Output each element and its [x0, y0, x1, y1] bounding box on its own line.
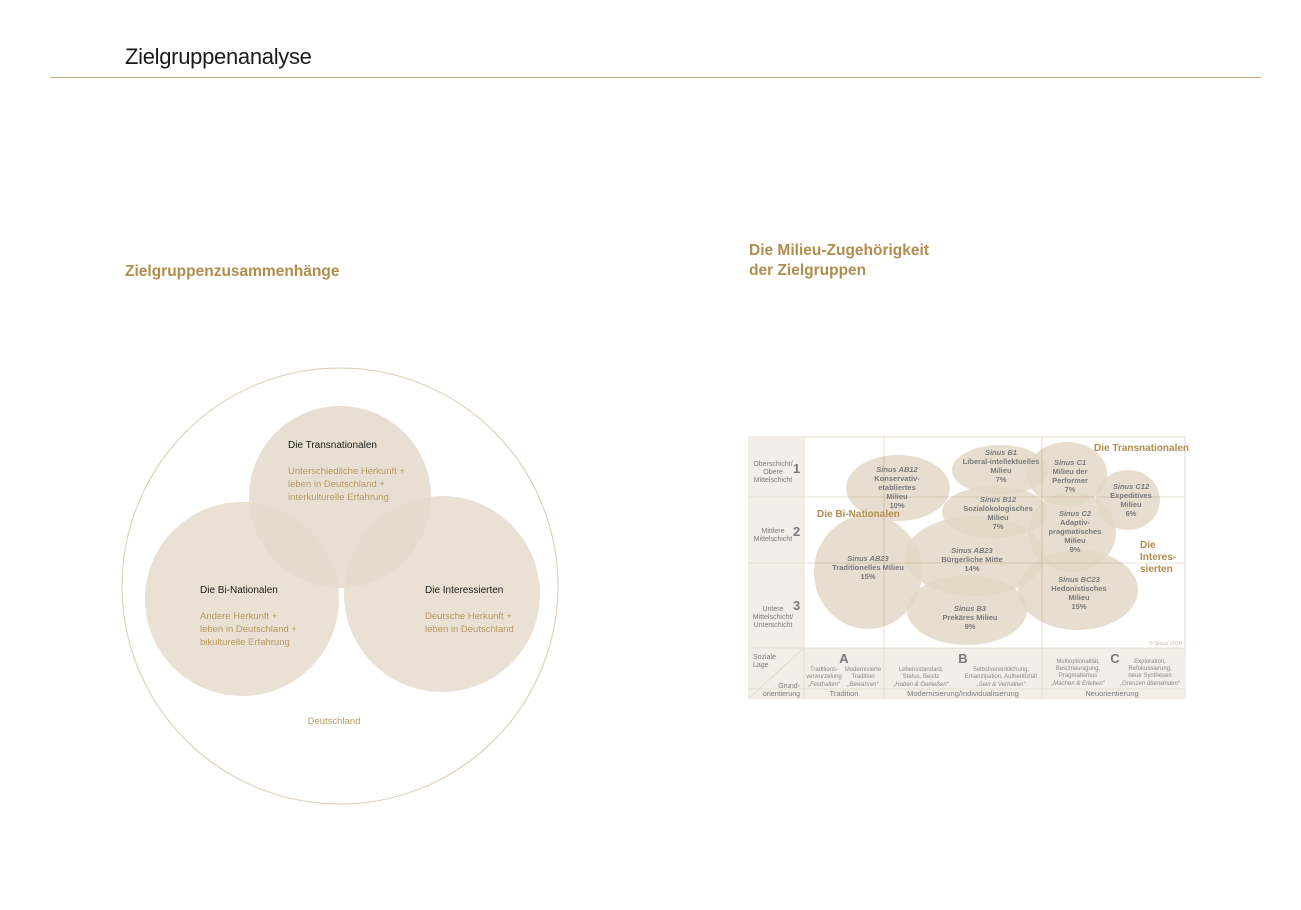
milieu-name: Milieu der — [1052, 467, 1088, 476]
footer-tradition: Tradition — [829, 689, 859, 698]
milieu-code: Sinus B1 — [984, 448, 1018, 457]
milieu-share: 14% — [964, 564, 980, 573]
col-a-sub1-l3: „Festhalten“ — [807, 682, 841, 688]
milieu-name: Performer — [1052, 476, 1088, 485]
col-c-sub2-l4: „Grenzen überwinden“ — [1120, 681, 1180, 687]
milieu-name: Milieu — [1064, 536, 1086, 545]
col-b-sub2-l2: Emanzipation, Authentizität — [964, 674, 1038, 680]
grundorientierung-line-2: orientierung — [763, 691, 800, 698]
venn-desc-transnationalen-3: interkulturelle Erfahrung — [288, 492, 389, 503]
row2-label-2: Mittelschicht — [753, 536, 793, 543]
soziale-lage-line-2: Lage — [753, 662, 769, 669]
col-b-sub1-l1: Lebensstandard, — [898, 667, 944, 673]
venn-label-transnationalen: Die Transnationalen — [288, 440, 377, 451]
milieu-name: Prekäres Milieu — [942, 613, 998, 622]
row3-label-3: Unterschicht — [753, 622, 793, 629]
milieu-share: 7% — [992, 522, 1004, 531]
page-title: Zielgruppenanalyse — [125, 44, 312, 69]
milieu-share: 7% — [1064, 485, 1076, 494]
footer-neuorientierung: Neuorientierung — [1085, 689, 1139, 698]
soziale-lage-line-1: Soziale — [753, 654, 776, 661]
venn-desc-binationalen-3: bikulturelle Erfahrung — [200, 637, 290, 648]
milieu-name: pragmatisches — [1048, 527, 1102, 536]
col-c-sub1-l4: „Machen & Erleben“ — [1051, 681, 1105, 687]
venn-desc-interessierten-2: leben in Deutschland — [425, 624, 514, 635]
overlay-binationalen: Die Bi-Nationalen — [817, 509, 900, 520]
col-b-sub1-l2: Status, Besitz — [902, 674, 940, 680]
grundorientierung-line-1: Grund- — [778, 683, 800, 690]
venn-label-deutschland: Deutschland — [307, 716, 361, 727]
venn-desc-transnationalen-2: leben in Deutschland + — [288, 479, 385, 490]
sinus-milieu-chart — [745, 430, 1215, 705]
col-b-sub2-l1: Selbstverwirklichung, — [972, 667, 1030, 673]
milieu-name: Milieu — [990, 466, 1012, 475]
row1-label-2: Obere — [763, 469, 783, 476]
row3-label-2: Mittelschicht/ — [752, 614, 794, 621]
col-c-sub1-l3: Pragmatismus — [1058, 673, 1098, 679]
left-section-title: Zielgruppenzusammenhänge — [125, 263, 340, 280]
col-c-sub2-l3: neue Synthesen — [1128, 673, 1172, 679]
milieu-name: Sozialökologisches — [963, 504, 1033, 513]
col-c-sub2-l1: Exploration, — [1134, 659, 1166, 665]
col-a-sub1-l2: verwurzelung — [806, 674, 842, 680]
venn-circle-binationalen — [145, 502, 339, 696]
milieu-share: 9% — [1069, 545, 1081, 554]
venn-label-interessierten: Die Interessierten — [425, 585, 504, 596]
milieu-name: Milieu — [886, 492, 908, 501]
milieu-code: Sinus B12 — [979, 495, 1017, 504]
milieu-share: 7% — [995, 475, 1007, 484]
column-letter-a: A — [839, 651, 849, 666]
venn-desc-transnationalen-1: Unterschiedliche Herkunft + — [288, 466, 405, 477]
milieu-code: Sinus AB23 — [951, 546, 993, 555]
column-letter-c: C — [1110, 651, 1120, 666]
milieu-name: Milieu — [1068, 593, 1090, 602]
milieu-share: 15% — [1071, 602, 1087, 611]
milieu-name: Milieu — [987, 513, 1009, 522]
milieu-name: Bürgerliche Mitte — [941, 555, 1003, 564]
milieu-share: 10% — [889, 501, 905, 510]
overlay-interessierten-3: sierten — [1140, 564, 1173, 575]
column-letter-b: B — [958, 651, 968, 666]
milieu-name: etabliertes — [878, 483, 916, 492]
milieu-code: Sinus C2 — [1058, 509, 1092, 518]
milieu-name: Liberal-intellektuelles — [962, 457, 1040, 466]
venn-desc-binationalen-2: leben in Deutschland + — [200, 624, 297, 635]
milieu-name: Traditionelles Milieu — [832, 563, 904, 572]
row1-label-3: Mittelschicht — [753, 477, 793, 484]
col-a-sub2-l1: Modernisierte — [844, 667, 882, 673]
col-b-sub1-l3: „Haben & Genießen“ — [893, 682, 949, 688]
milieu-name: Adaptiv- — [1060, 518, 1090, 527]
col-a-sub2-l3: „Bewahren“ — [847, 682, 879, 688]
milieu-share: 15% — [860, 572, 876, 581]
col-b-sub2-l3: „Sein & Verhalten“ — [976, 682, 1026, 688]
right-section-title — [749, 241, 929, 281]
milieu-share: 6% — [1125, 509, 1137, 518]
overlay-interessierten-1: Die — [1140, 540, 1156, 551]
overlay-transnationalen: Die Transnationalen — [1094, 443, 1190, 454]
milieu-code: Sinus C1 — [1053, 458, 1087, 467]
row1-label-1: Oberschicht/ — [753, 461, 793, 468]
col-c-sub2-l2: Refokussierung, — [1128, 666, 1172, 672]
overlay-interessierten-2: Interes- — [1140, 552, 1177, 563]
sinus-copyright: © Sinus 2010 — [1148, 641, 1182, 647]
row1-number: 1 — [793, 461, 801, 476]
row3-number: 3 — [793, 598, 801, 613]
milieu-code: Sinus BC23 — [1058, 575, 1100, 584]
venn-desc-binationalen-1: Andere Herkunft + — [200, 611, 278, 622]
right-title-line-2: der Zielgruppen — [749, 262, 867, 279]
milieu-name: Hedonistisches — [1051, 584, 1107, 593]
venn-diagram — [115, 360, 570, 815]
col-c-sub1-l2: Beschleunigung, — [1055, 666, 1101, 672]
milieu-name: Milieu — [1120, 500, 1142, 509]
col-c-sub1-l1: Multioptionalität, — [1056, 659, 1100, 665]
right-title-line-1: Die Milieu-Zugehörigkeit — [749, 242, 929, 259]
milieu-name: Konservativ- — [874, 474, 920, 483]
milieu-name: Expeditives — [1110, 491, 1152, 500]
milieu-code: Sinus B3 — [953, 604, 987, 613]
milieu-code: Sinus C12 — [1112, 482, 1150, 491]
header-rule — [50, 77, 1261, 78]
col-a-sub2-l2: Tradition — [851, 674, 875, 680]
milieu-code: Sinus AB23 — [847, 554, 889, 563]
footer-modernisierung: Modernisierung/Individualisierung — [907, 689, 1019, 698]
row2-number: 2 — [793, 524, 801, 539]
row2-label-1: Mittlere — [761, 528, 785, 535]
venn-desc-interessierten-1: Deutsche Herkunft + — [425, 611, 512, 622]
row3-label-1: Untere — [762, 606, 784, 613]
col-a-sub1-l1: Traditions- — [809, 667, 839, 673]
milieu-code: Sinus AB12 — [876, 465, 918, 474]
venn-label-binationalen: Die Bi-Nationalen — [200, 585, 278, 596]
milieu-share: 9% — [964, 622, 976, 631]
